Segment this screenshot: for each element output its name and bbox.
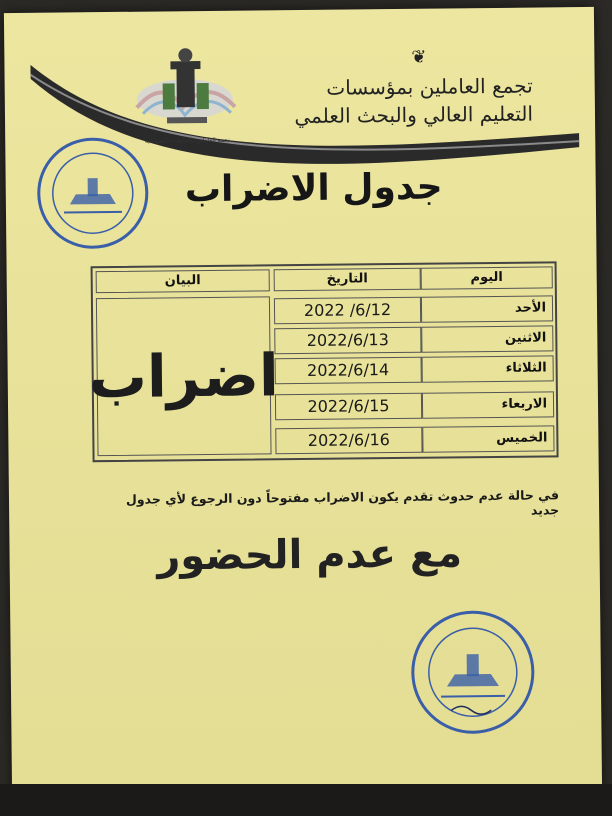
table-row-day: الخميس	[422, 425, 554, 452]
document-page	[4, 7, 602, 799]
table-row-day: الاثنين	[421, 325, 553, 352]
org-name-line1: تجمع العاملين بمؤسسات	[326, 73, 533, 100]
stamp-bottom-icon	[406, 606, 539, 739]
logo-caption: تجمع العاملين بالجامعات السودانية	[144, 136, 230, 145]
column-header-day: اليوم	[421, 266, 553, 289]
bird-ornament-icon: ❦	[411, 46, 427, 68]
statement-cell	[88, 296, 280, 456]
org-name-line2: التعليم العالي والبحث العلمي	[294, 101, 534, 129]
open-strike-note: في حالة عدم حدوث تقدم يكون الاضراب مفتوحاً دون الرجوع لأي جدول جديد	[125, 487, 560, 518]
column-header-statement: البيان	[96, 269, 270, 293]
table-row-date: 2022 /6/12	[274, 297, 421, 325]
table-row-day: الثلاثاء	[422, 355, 554, 382]
strike-schedule-table	[88, 261, 559, 462]
background-surface	[0, 784, 612, 816]
table-row-day: الاربعاء	[422, 391, 554, 418]
stamp-top-icon	[33, 134, 152, 253]
table-row-date: 2022/6/13	[274, 327, 421, 355]
table-row-date: 2022/6/15	[275, 393, 422, 421]
table-row-day: الأحد	[421, 295, 553, 322]
no-attendance-heading: مع عدم الحضور	[156, 530, 463, 580]
column-header-date: التاريخ	[274, 268, 421, 292]
table-row-date: 2022/6/16	[275, 427, 422, 455]
table-row-date: 2022/6/14	[275, 357, 422, 385]
page-title: جدول الاضراب	[184, 166, 443, 211]
org-logo-icon	[122, 37, 253, 134]
statement-text: اضراب	[88, 341, 280, 412]
